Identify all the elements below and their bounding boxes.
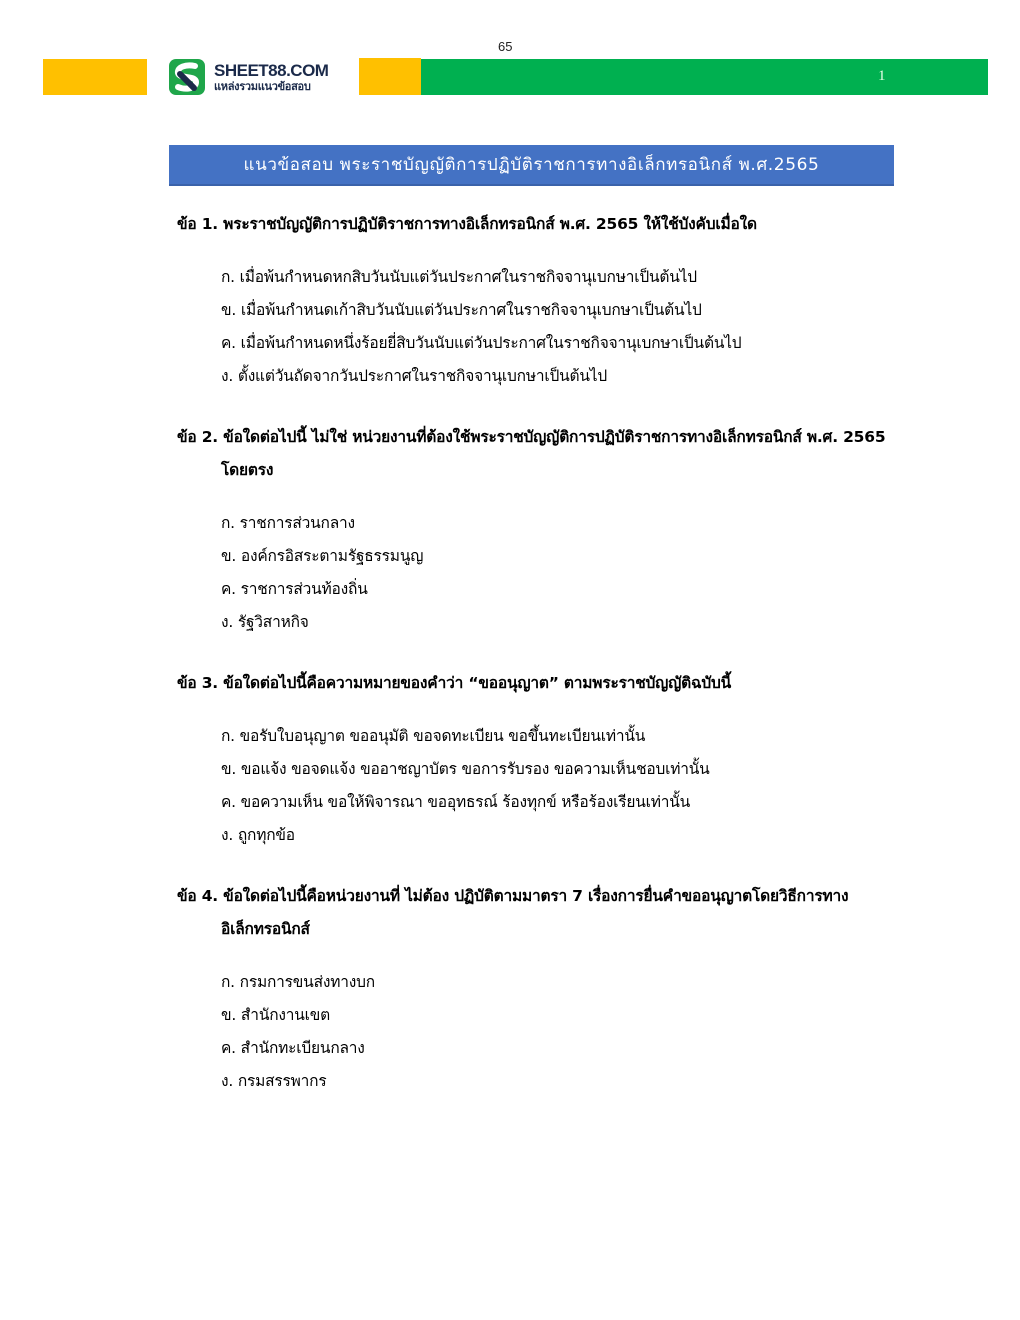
header-bar-yellow-left (43, 59, 147, 95)
option-ngo: ง. ตั้งแต่วันถัดจากวันประกาศในราชกิจจานุเบกษาเป็นต้นไป (221, 367, 607, 385)
header-bar-green (421, 59, 988, 95)
option-kho: ข. ขอแจ้ง ขอจดแจ้ง ขออาชญาบัตร ขอการรับรอง ขอความเห็นชอบเท่านั้น (221, 760, 710, 778)
section-number: 1 (878, 68, 886, 84)
option-list (177, 261, 897, 393)
question-text: ข้อ 1. พระราชบัญญัติการปฏิบัติราชการทางอิเล็กทรอนิกส์ พ.ศ. 2565 ให้ใช้บังคับเมื่อใด (177, 215, 757, 233)
brand-logo (168, 57, 348, 97)
logo-s-icon (168, 58, 206, 96)
option-list (177, 507, 897, 639)
option-ko: ก. กรมการขนส่งทางบก (221, 973, 375, 991)
question-text: ข้อ 4. ข้อใดต่อไปนี้คือหน่วยงานที่ ไม่ต้อง ปฏิบัติตามมาตรา 7 เรื่องการยื่นคำขออนุญาตโดยวิธีการทางอิเล็กทรอนิกส์ (177, 887, 849, 938)
option-list (177, 966, 897, 1098)
page-number: 65 (498, 39, 513, 54)
header-bar-yellow-mid (359, 58, 421, 95)
option-ngo: ง. ถูกทุกข้อ (221, 826, 295, 844)
option-kho: ข. สำนักงานเขต (221, 1006, 331, 1024)
brand-name: SHEET88.COM (214, 61, 329, 80)
title-banner (169, 145, 894, 186)
question-3 (177, 667, 897, 852)
option-kho: ข. องค์กรอิสระตามรัฐธรรมนูญ (221, 547, 424, 565)
option-kho: ข. เมื่อพ้นกำหนดเก้าสิบวันนับแต่วันประกาศในราชกิจจานุเบกษาเป็นต้นไป (221, 301, 702, 319)
question-2 (177, 421, 897, 639)
question-4 (177, 880, 897, 1098)
option-ngo: ง. กรมสรรพากร (221, 1072, 327, 1090)
option-ko: ก. เมื่อพ้นกำหนดหกสิบวันนับแต่วันประกาศในราชกิจจานุเบกษาเป็นต้นไป (221, 268, 697, 286)
option-list (177, 720, 897, 852)
option-ko: ก. ราชการส่วนกลาง (221, 514, 355, 532)
option-kho-khwai: ค. สำนักทะเบียนกลาง (221, 1039, 365, 1057)
option-kho-khwai: ค. ราชการส่วนท้องถิ่น (221, 580, 368, 598)
question-list (177, 208, 897, 1126)
option-ngo: ง. รัฐวิสาหกิจ (221, 613, 309, 631)
option-kho-khwai: ค. ขอความเห็น ขอให้พิจารณา ขออุทธรณ์ ร้องทุกข์ หรือร้องเรียนเท่านั้น (221, 793, 691, 811)
question-1 (177, 208, 897, 393)
option-kho-khwai: ค. เมื่อพ้นกำหนดหนึ่งร้อยยี่สิบวันนับแต่วันประกาศในราชกิจจานุเบกษาเป็นต้นไป (221, 334, 742, 352)
brand-tagline: แหล่งรวมแนวข้อสอบ (214, 80, 311, 93)
option-ko: ก. ขอรับใบอนุญาต ขออนุมัติ ขอจดทะเบียน ขอขึ้นทะเบียนเท่านั้น (221, 727, 646, 745)
document-title: แนวข้อสอบ พระราชบัญญัติการปฏิบัติราชการทางอิเล็กทรอนิกส์ พ.ศ.2565 (243, 155, 820, 175)
question-text: ข้อ 2. ข้อใดต่อไปนี้ ไม่ใช่ หน่วยงานที่ต้องใช้พระราชบัญญัติการปฏิบัติราชการทางอิเล็กทรอนิกส์ พ.ศ. 2565 โดยตรง (177, 428, 886, 479)
question-text: ข้อ 3. ข้อใดต่อไปนี้คือความหมายของคำว่า “ขออนุญาต” ตามพระราชบัญญัติฉบับนี้ (177, 674, 732, 692)
